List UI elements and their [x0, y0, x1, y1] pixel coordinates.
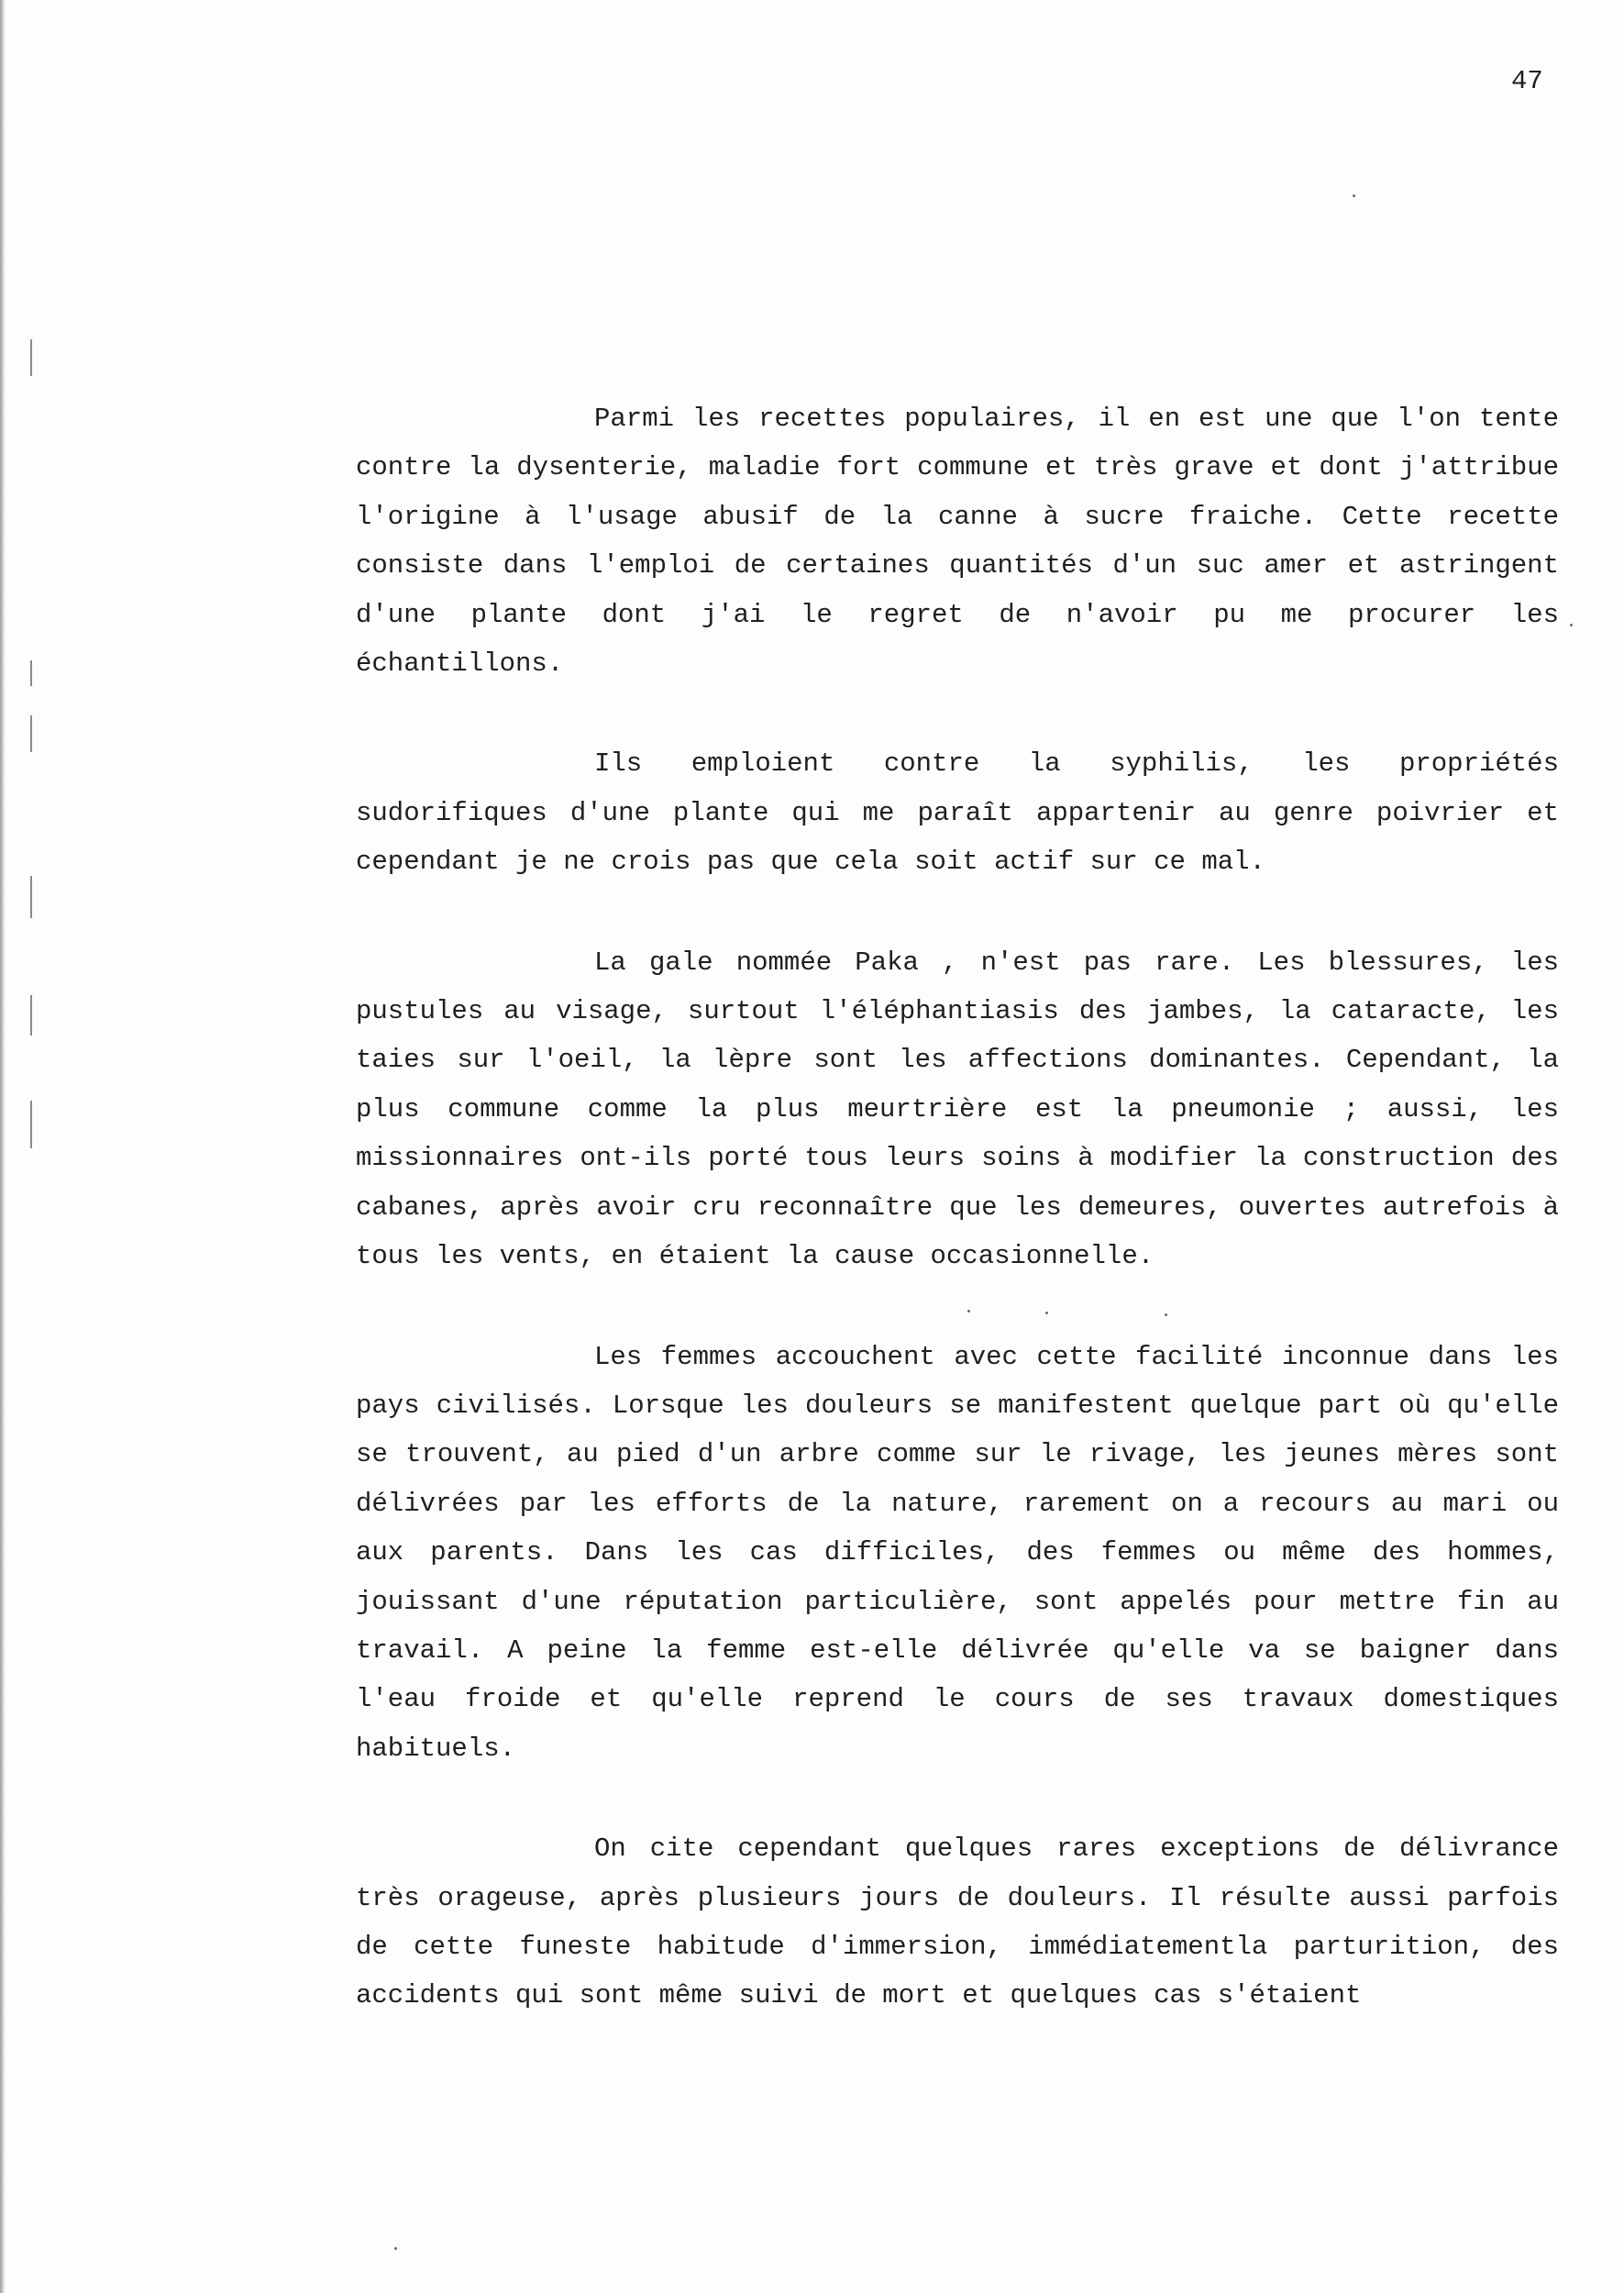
paragraph: Parmi les recettes populaires, il en est une que l'on tente contre la dysenterie, maladie fort commune et très grave et dont j'attribue l'origine à l'usage abusif de la canne à sucre fraiche. Cette recette consiste dans l'emploi de certaines quantités d'un suc amer et astringent d'une plante dont j'ai le regret de n'avoir pu me procurer les échantillons.	[356, 404, 1559, 680]
binder-mark	[30, 876, 32, 918]
scan-speck	[1570, 624, 1573, 626]
binder-mark	[30, 339, 32, 376]
binder-mark	[30, 715, 32, 752]
binder-mark	[30, 1101, 32, 1148]
body-text	[356, 394, 1559, 2021]
paragraph: La gale nommée Paka , n'est pas rare. Les blessures, les pustules au visage, surtout l'éléphantiasis des jambes, la cataracte, les taies sur l'oeil, la lèpre sont les affections dominantes. Cependant, la plus commune comme la plus meurtrière est la pneumonie ; aussi, les missionnaires ont-ils porté tous leurs soins à modifier la construction des cabanes, après avoir cru reconnaître que les demeures, ouvertes autrefois à tous les vents, en étaient la cause occasionnelle.	[356, 947, 1559, 1272]
paragraph: Les femmes accouchent avec cette facilité inconnue dans les pays civilisés. Lorsque les douleurs se manifestent quelque part où qu'elle se trouvent, au pied d'un arbre comme sur le rivage, les jeunes mères sont délivrées par les efforts de la nature, rarement on a recours au mari ou aux parents. Dans les cas difficiles, des femmes ou même des hommes, jouissant d'une réputation particulière, sont appelés pour mettre fin au travail. A peine la femme est-elle délivrée qu'elle va se baigner dans l'eau froide et qu'elle reprend le cours de ses travaux domestiques habituels.	[356, 1341, 1559, 1764]
scan-speck	[394, 2247, 397, 2250]
paragraph: On cite cependant quelques rares exceptions de délivrance très orageuse, après plusieurs jours de douleurs. Il résulte aussi parfois de cette funeste habitude d'immersion, immédiatementla parturition, des accidents qui sont même suivi de mort et quelques cas s'étaient	[356, 1833, 1559, 2011]
page-number: 47	[1511, 66, 1543, 96]
scan-edge	[0, 0, 6, 2293]
binder-mark	[30, 995, 32, 1036]
scan-speck	[1353, 194, 1355, 197]
paragraph: Ils emploient contre la syphilis, les propriétés sudorifiques d'une plante qui me paraît appartenir au genre poivrier et cependant je ne crois pas que cela soit actif sur ce mal.	[356, 748, 1559, 878]
binder-mark	[30, 660, 32, 686]
